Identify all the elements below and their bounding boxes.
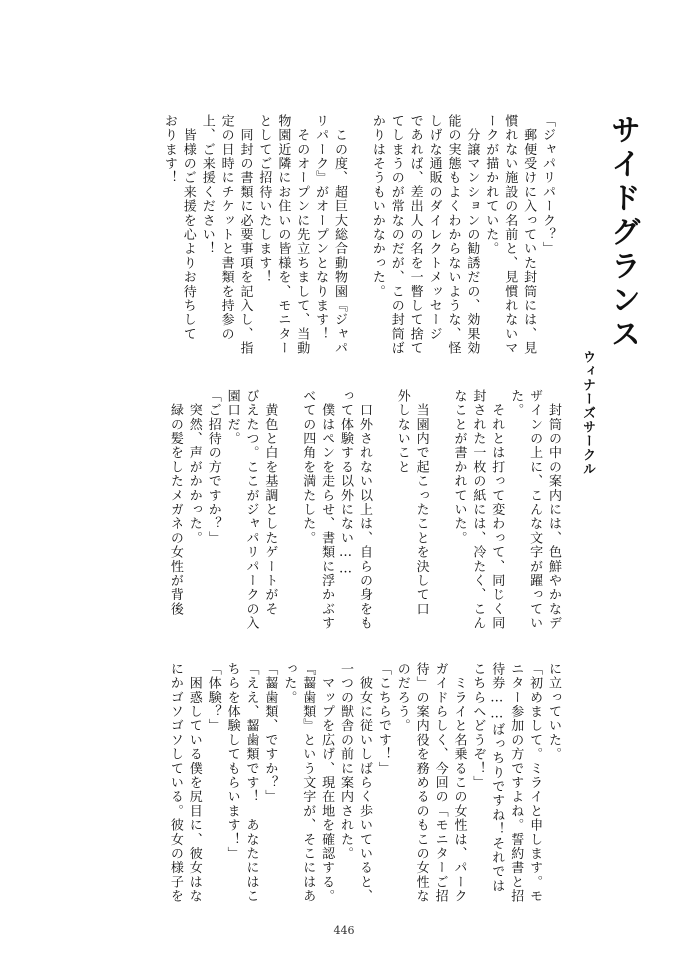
text-line: ミライと名乗るこの女性は、パーク: [451, 662, 467, 904]
text-line: 当園内で起こったことを決して口: [413, 389, 429, 617]
text-line: てしまうのが常なのだが、この封筒ば: [388, 114, 404, 356]
text-line: ガイドらしく、今回の「モニターご招: [432, 662, 448, 904]
text-line: 突然、声がかかった。: [186, 389, 202, 546]
text-line: のだろう。: [394, 662, 410, 733]
text-line: びえたつ。ここがジャパリパークの入: [243, 389, 259, 631]
text-line: この度、超巨大総合動物園『ジャパ: [332, 114, 348, 356]
text-line: 困惑している僕を尻目に、彼女はな: [186, 662, 202, 904]
text-line: に立っていた。: [546, 662, 561, 762]
text-line: しげな通販のダイレクトメッセージ: [426, 114, 442, 342]
text-line: [430, 389, 449, 621]
text-line: 能の実態もよくわからないような、怪: [445, 114, 461, 356]
story-title: サイドグランス: [605, 114, 640, 352]
text-line: それとは打って変わって、同じく同: [489, 389, 505, 631]
text-line: 彼女に従いしばらく歩いていると、: [356, 662, 372, 904]
text-line: 郵便受けに入っていた封筒には、見: [521, 114, 537, 356]
text-line: 待」の案内役を務めるのもこの女性な: [413, 662, 429, 904]
text-line: 定の日時にチケットと書類を持参の: [218, 114, 234, 342]
text-line: った。: [281, 662, 297, 705]
text-line: おります！: [161, 114, 177, 185]
text-line: 園口だ。: [224, 389, 240, 446]
text-line: 「体験？」: [205, 662, 221, 733]
text-line: そのオープンに先立ちまして、当動: [294, 114, 310, 356]
text-line: であれば、差出人の名を一瞥して捨て: [407, 114, 423, 356]
text-line: 「初めまして。ミライと申します。モ: [527, 662, 543, 904]
text-line: 「齧歯類、ですか？」: [262, 662, 278, 804]
text-column-top: [159, 114, 556, 356]
text-line: 上、ご来援ください！: [199, 114, 215, 256]
text-line: かりはそうもいかなかった。: [369, 114, 385, 299]
text-line: こちらへどうぞ！」: [470, 662, 486, 790]
text-column-bottom: [165, 662, 562, 904]
text-line: 封筒の中の案内には、色鮮やかなデ: [546, 389, 561, 631]
text-line: た。: [508, 389, 524, 418]
text-line: リパーク』がオープンとなります！: [313, 114, 329, 342]
text-line: なことが書かれていた。: [451, 389, 467, 546]
text-line: 慣れない施設の名前と、見慣れないマ: [502, 114, 518, 356]
text-line: 一つの獣舎の前に案内された。: [338, 662, 354, 861]
text-line: 皆様のご来援を心よりお待ちして: [180, 114, 196, 342]
text-line: べての四角を満たした。: [300, 389, 316, 546]
text-line: 分譲マンションの勧誘だの、効果効: [464, 114, 480, 356]
text-line: 同封の書類に必要事項を記入し、指: [237, 114, 253, 356]
text-line: ークが描かれていた。: [483, 114, 499, 256]
text-line: としてご招待いたします！: [256, 114, 272, 285]
text-line: 「ジャパリパーク？」: [540, 114, 555, 256]
text-line: 封された一枚の紙には、冷たく、こん: [470, 389, 486, 631]
story-author: ウィナーズサークル: [580, 350, 595, 476]
text-line: 『齧歯類』という文字が、そこにはあ: [300, 662, 316, 904]
text-line: ニター参加の方ですよね。誓約書と招: [508, 662, 524, 904]
text-line: 緑の髪をしたメガネの女性が背後: [167, 389, 183, 617]
text-line: 外しないこと: [394, 389, 410, 475]
text-line: にかゴソゴソしている。彼女の様子を: [167, 662, 183, 904]
text-line: 口外されない以上は、自らの身をも: [356, 389, 372, 631]
text-line: [278, 389, 297, 621]
text-line: マップを広げ、現在地を確認する。: [319, 662, 335, 904]
text-line: 「こちらです！」: [375, 662, 391, 776]
text-line: ザインの上に、こんな文字が躍ってい: [527, 389, 543, 631]
text-line: ちらを体験してもらいます！」: [224, 662, 240, 861]
text-line: 物園近隣にお住いの皆様を、モニター: [275, 114, 291, 356]
text-column-middle: [165, 389, 562, 631]
text-line: 「ご招待の方ですか？」: [205, 389, 221, 546]
text-line: 黄色と白を基調としたゲートがそ: [262, 389, 278, 617]
text-line: 「ええ、齧歯類です！ あなたにはこ: [243, 662, 259, 904]
text-line: [373, 389, 392, 621]
page-number: 446: [333, 924, 355, 937]
text-line: 待券……ばっちりですね！それでは: [489, 662, 505, 894]
text-line: 僕はペンを走らせ、書類に浮かぶす: [319, 389, 335, 631]
text-line: って体験する以外にない……: [338, 389, 354, 578]
text-line: [348, 114, 367, 346]
